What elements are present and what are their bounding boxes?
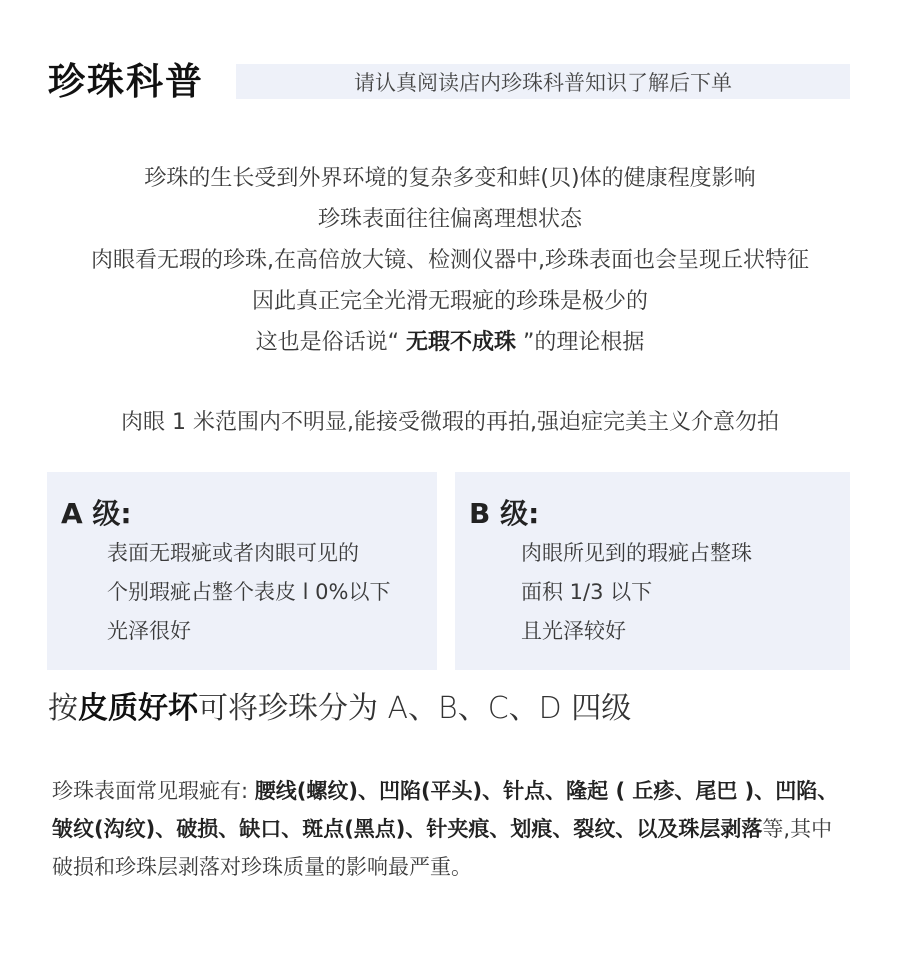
grade-b-title: B 级: [469, 497, 540, 530]
intro-line-2: 珍珠表面往往偏离理想状态 [317, 207, 582, 232]
acceptance-note: 肉眼 1 米范围内不明显,能接受微瑕的再拍,强迫症完美主义介意勿拍 [121, 410, 779, 435]
grade-a-line-3: 光泽很好 [107, 619, 191, 643]
intro-line-3: 肉眼看无瑕的珍珠,在高倍放大镜、检测仪器中,珍珠表面也会呈现丘状特征 [91, 248, 809, 273]
intro-line-5-post: ”的理论根据 [516, 330, 645, 355]
grade-a-line-2: 个别瑕疵占整个表皮 l 0%以下 [107, 580, 391, 604]
grade-a-title: A 级: [61, 497, 132, 530]
defects-list: 腰线(螺纹)、凹陷(平头)、针点、隆起 ( 丘疹、尾巴 )、凹陷、皱纹(沟纹)、破损、缺口、斑点(黑点)、针夹痕、划痕、裂纹、以及珠层剥落 [52, 779, 839, 841]
grade-a-line-1: 表面无瑕疵或者肉眼可见的 [107, 541, 359, 565]
intro-line-5 [0, 322, 900, 363]
intro-quote-bold: 无瑕不成珠 [405, 330, 516, 355]
intro-line-5-pre: 这也是俗话说“ [255, 330, 406, 355]
defects-post: 等,其中破损和珍珠层剥落对珍珠质量的影响最严重。 [52, 817, 833, 879]
subtitle-text: 请认真阅读店内珍珠科普知识了解后下单 [354, 70, 732, 95]
grade-a-card [47, 472, 437, 670]
defects-paragraph [52, 772, 852, 886]
grade-b-description [521, 534, 752, 651]
intro-line-4: 因此真正完全光滑无瑕疵的珍珠是极少的 [251, 289, 648, 314]
grade-heading-pre: 按 [48, 691, 78, 726]
page-title: 珍珠科普 [48, 60, 204, 103]
defects-pre: 珍珠表面常见瑕疵有: [52, 779, 255, 803]
grade-heading [48, 688, 631, 730]
grade-b-line-1: 肉眼所见到的瑕疵占整珠 [521, 541, 752, 565]
grade-heading-post: 可将珍珠分为 A、B、C、D 四级 [198, 691, 632, 726]
subtitle-banner [236, 64, 850, 99]
grade-b-line-3: 且光泽较好 [521, 619, 626, 643]
grade-b-card [455, 472, 850, 670]
grade-b-line-2: 面积 1/3 以下 [521, 580, 653, 604]
grade-heading-bold: 皮质好坏 [78, 691, 198, 726]
intro-line-1: 珍珠的生长受到外界环境的复杂多变和蚌(贝)体的健康程度影响 [144, 166, 756, 191]
grade-a-description [107, 534, 391, 651]
intro-paragraph [0, 158, 900, 363]
header [48, 62, 850, 102]
